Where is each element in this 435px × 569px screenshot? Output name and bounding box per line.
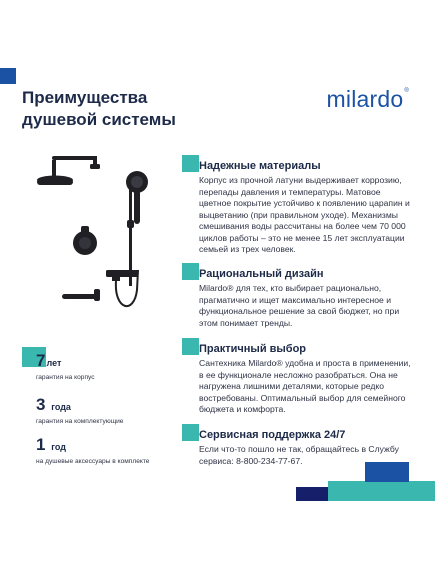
feature-rational-design [182, 268, 412, 329]
stat-value: 3 [36, 395, 46, 414]
feature-accent-square [182, 424, 199, 441]
feature-accent-square [182, 338, 199, 355]
feature-title: Сервисная поддержка 24/7 [199, 429, 346, 441]
stat-value: 7 [36, 351, 46, 370]
title-line-2: душевой системы [22, 110, 176, 129]
feature-text: Корпус из прочной латуни выдерживает коррозию, перепады давления и температуры. Матовое цветное покрытие устойчиво к появлению царапин и выцветанию (при правильном уходе). Механизмы смешивания воды рассчитаны на более чем 70 000 циклов работы – это не менее 15 лет эксплуатации семьей из трех человек. [199, 175, 410, 254]
milardo-logo [327, 86, 409, 113]
warranty-components [22, 395, 123, 426]
feature-title: Рациональный дизайн [199, 268, 324, 280]
stat-caption: гарантия на корпус [36, 374, 95, 381]
decor-bar-blue [365, 462, 409, 482]
page-title [22, 87, 176, 131]
feature-text: Сантехника Milardo® удобна и проста в применении, в ее функционале несложно разобраться. Она не нагружена лишними деталями, которые редко востребованы. Оптимальный выбор для семейного бюджета и комфорта. [199, 358, 411, 414]
feature-reliable-materials [182, 160, 412, 256]
feature-practical-choice [182, 343, 412, 416]
feature-text: Milardo® для тех, кто выбирает рационально, прагматично и ищет максимально интересное и функциональное решение за свой бюджет, но при этом понимает тренды. [199, 283, 400, 328]
logo-registered-mark: ® [404, 88, 409, 94]
stat-caption: гарантия на комплектующие [36, 418, 124, 425]
feature-title: Надежные материалы [199, 160, 321, 172]
feature-accent-square [182, 263, 199, 280]
feature-accent-square [182, 155, 199, 172]
corner-accent-square [0, 68, 16, 84]
stat-unit: года [51, 402, 71, 412]
decor-bar-teal [328, 481, 435, 501]
stat-caption: на душевые аксессуары в комплекте [36, 458, 150, 465]
feature-title: Практичный выбор [199, 343, 307, 355]
warranty-accessories [22, 435, 149, 466]
stat-value: 1 [36, 435, 46, 454]
warranty-body [22, 351, 95, 382]
title-line-1: Преимущества [22, 88, 148, 107]
logo-text: milardo [326, 86, 404, 112]
feature-text: Если что-то пошло не так, обращайтесь в Службу сервиса: 8-800-234-77-67. [199, 444, 399, 466]
stat-unit: год [51, 442, 66, 452]
stat-unit: лет [46, 358, 62, 368]
black-shower-system-image [22, 150, 172, 325]
